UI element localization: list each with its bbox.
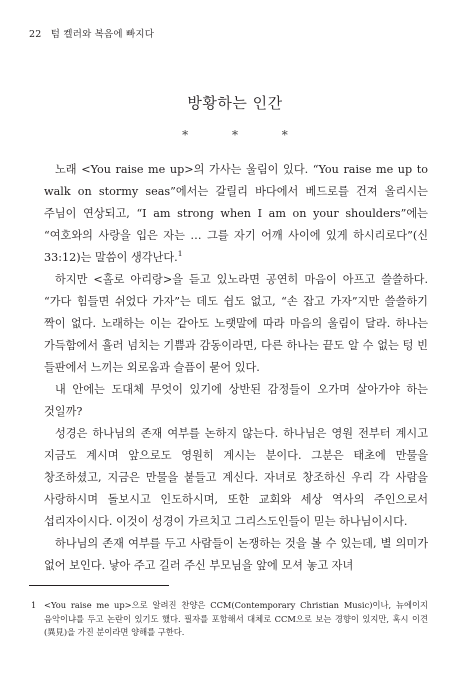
- page-number: 22: [29, 29, 42, 40]
- paragraph: [44, 159, 428, 269]
- paragraph: 내 안에는 도대체 무엇이 있기에 상반된 감정들이 오가며 살아가야 하는 것일까?: [44, 383, 428, 418]
- paragraph: 하나님의 존재 여부를 두고 사람들이 논쟁하는 것을 볼 수 있는데, 별 의미가 없어 보인다. 낳아 주고 길러 주신 부모님을 앞에 모셔 놓고 자녀: [44, 537, 428, 572]
- section-ornament: * * *: [182, 128, 308, 142]
- running-header: [29, 26, 154, 40]
- footnote-divider: [29, 585, 169, 586]
- paragraph: 하지만 <홀로 아리랑>을 듣고 있노라면 공연히 마음이 아프고 쓸쓸하다. “가다 힘들면 쉬었다 가자”는 데도 쉽도 없고, “손 잡고 가자”지만 쓸쓸하기 짝이 없다. 노래하는 이는 같아도 노랫말에 따라 마음의 울림이 달라. 하나는 가득함에서 흘러 넘치는 기쁨과 감동이라면, 다른 하나는 끝도 알 수 없는 텅 빈 들판에서 느끼는 외로움과 슬픔이 묻어 있다.: [44, 273, 428, 374]
- footnote: [31, 599, 428, 640]
- body-text: [44, 159, 428, 577]
- paragraph: 성경은 하나님의 존재 여부를 논하지 않는다. 하나님은 영원 전부터 계시고 지금도 계시며 앞으로도 영원히 계시는 분이다. 그분은 태초에 만물을 창조하셨고, 지금은 만물을 붙들고 계신다. 자녀로 창조하신 우리 각 사람을 사랑하시며 돌보시고 인도하시며, 또한 교회와 세상 역사의 주인으로서 섭리자이시다. 이것이 성경이 가르치고 그리스도인들이 믿는 하나님이시다.: [44, 427, 428, 528]
- footnote-text: <You raise me up>으로 알려진 찬양은 CCM(Contemporary Christian Music)이나, 뉴에이지 음악이냐를 두고 논란이 있기도 했다. 필자를 포함해서 대체로 CCM으로 보는 경향이 있지만, 혹시 이견(異見)을 가진 분이라면 양해를 구한다.: [44, 600, 428, 637]
- paragraph-text: 노래 <You raise me up>의 가사는 울림이 있다. “You raise me up to walk on stormy seas”에서는 갈릴리 바다에서 베드로를 건져 올리시는 주님이 연상되고, “I am strong when I am on your shoulders”에는 “여호와의 사랑을 입은 자는 … 그를 자기 어깨 사이에 있게 하시리로다”(신 33:12)는 말씀이 생각난다.: [44, 163, 428, 264]
- footnote-reference[interactable]: 1: [177, 249, 183, 258]
- running-title: 텀 켈러와 복음에 빠지다: [50, 29, 155, 40]
- footnote-marker: 1: [31, 600, 37, 610]
- section-title: 방황하는 인간: [187, 94, 283, 112]
